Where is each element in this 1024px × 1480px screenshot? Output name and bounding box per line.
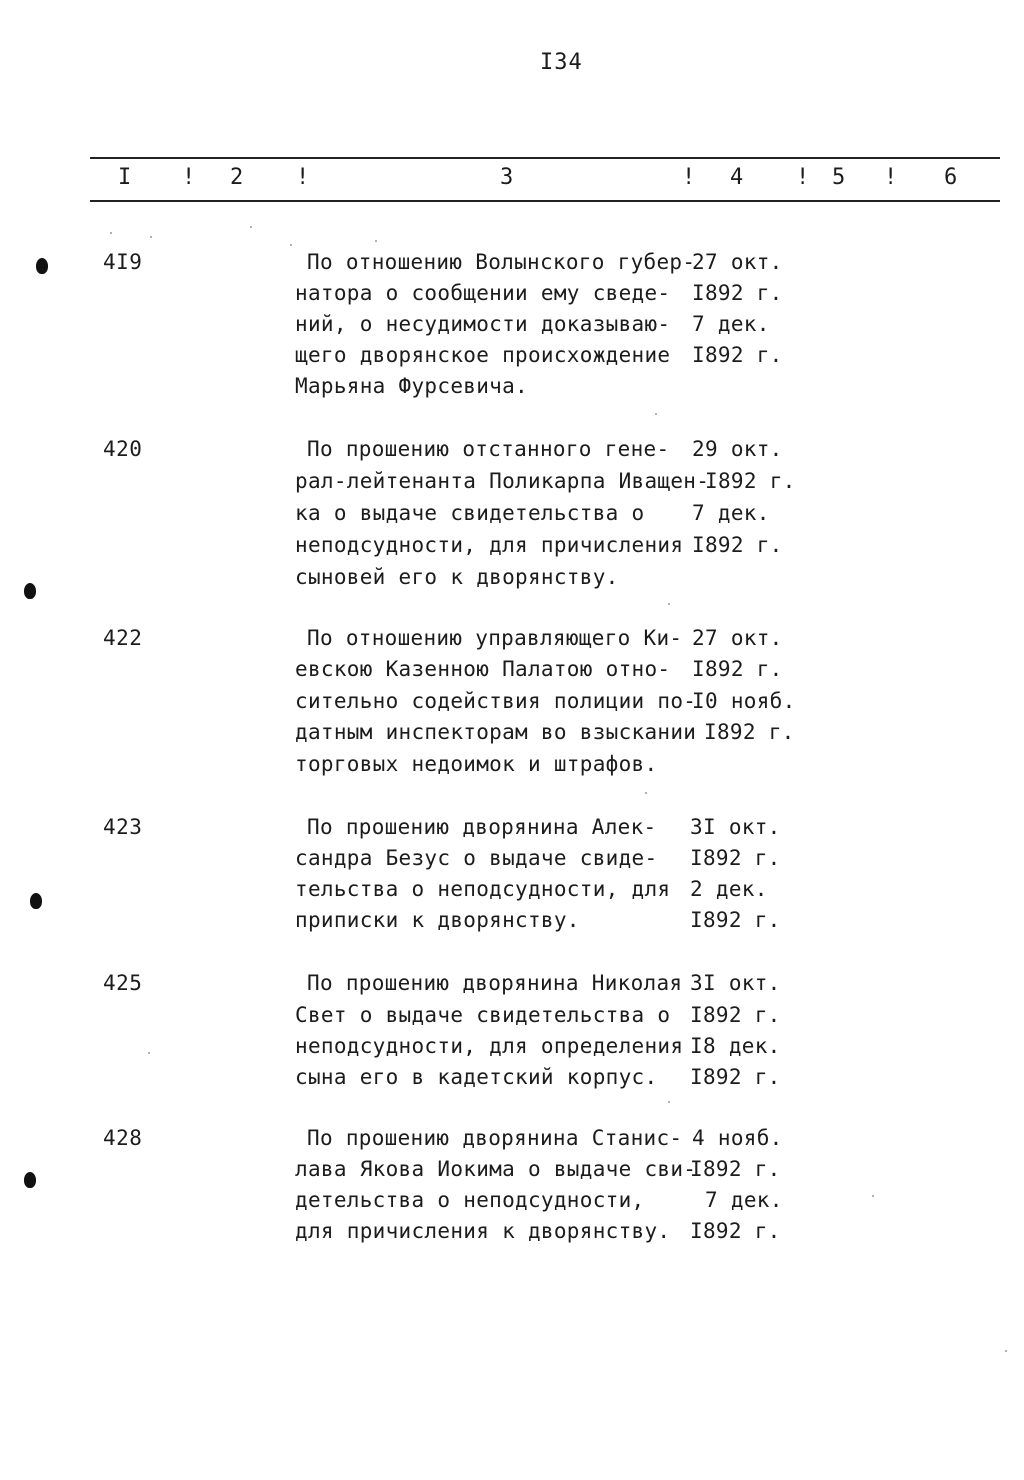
entry-description-line: лава Якова Иокима о выдаче сви- <box>295 1157 697 1181</box>
entry-date-line: I892 г. <box>690 1157 781 1181</box>
entry-date-line: 7 дек. <box>692 312 770 336</box>
entry-date-line: I892 г. <box>692 281 783 305</box>
entry-number: 428 <box>103 1126 143 1150</box>
entry-description-line: По прошению дворянина Станис- <box>307 1126 683 1150</box>
entry-date-line: I892 г. <box>690 1065 781 1089</box>
table-header-rule-top <box>90 157 1000 159</box>
scan-speck <box>1005 1350 1007 1352</box>
entry-description-line: приписки к дворянству. <box>295 908 580 932</box>
column-header-4: 4 <box>730 165 744 190</box>
entry-description-line: сительно содействия полиции по- <box>295 689 697 713</box>
entry-date-line: I892 г. <box>692 343 783 367</box>
entry-date-line: I892 г. <box>690 846 781 870</box>
entry-date-line: I892 г. <box>690 1003 781 1027</box>
punch-hole <box>36 258 48 274</box>
entry-date-line: 27 окт. <box>692 250 783 274</box>
entry-date-line: 29 окт. <box>692 437 783 461</box>
entry-description-line: торговых недоимок и штрафов. <box>295 752 658 776</box>
page-number: I34 <box>540 50 583 75</box>
column-separator: ! <box>884 165 898 190</box>
entry-description-line: По отношению Волынского губер- <box>307 250 696 274</box>
scan-speck <box>250 226 252 228</box>
entry-description-line: щего дворянское происхождение <box>295 343 671 367</box>
entry-description-line: ка о выдаче свидетельства о <box>295 501 645 525</box>
scan-speck <box>668 603 670 605</box>
scan-speck <box>148 1052 150 1054</box>
punch-hole <box>30 893 42 909</box>
entry-date-line: I8 дек. <box>690 1034 781 1058</box>
entry-description-line: евскою Казенною Палатою отно- <box>295 657 671 681</box>
table-header-rule-bottom <box>90 200 1000 202</box>
entry-description-line: По прошению отстанного гене- <box>307 437 670 461</box>
column-header-6: 6 <box>944 165 958 190</box>
entry-number: 425 <box>103 971 143 995</box>
entry-description-line: датным инспекторам во взыскании <box>295 720 697 744</box>
entry-date-line: I892 г. <box>705 469 796 493</box>
scan-speck <box>668 1101 670 1103</box>
column-header-3: 3 <box>500 165 514 190</box>
scan-speck <box>290 244 292 246</box>
scan-speck <box>872 1195 874 1197</box>
entry-description-line: рал-лейтенанта Поликарпа Иващен- <box>295 469 710 493</box>
entry-number: 422 <box>103 626 143 650</box>
scan-speck <box>375 240 377 242</box>
entry-date-line: 27 окт. <box>692 626 783 650</box>
entry-date-line: I892 г. <box>690 1219 781 1243</box>
column-separator: ! <box>796 165 810 190</box>
entry-number: 420 <box>103 437 143 461</box>
entry-date-line: 7 дек. <box>705 1188 783 1212</box>
punch-hole <box>24 583 36 599</box>
column-header-5: 5 <box>832 165 846 190</box>
scan-speck <box>655 413 657 415</box>
entry-date-line: 3I окт. <box>690 971 781 995</box>
entry-description-line: Свет о выдаче свидетельства о <box>295 1003 671 1027</box>
entry-description-line: неподсудности, для причисления <box>295 533 684 557</box>
column-separator: ! <box>682 165 696 190</box>
entry-description-line: По отношению управляющего Ки- <box>307 626 683 650</box>
punch-hole <box>24 1172 36 1188</box>
entry-date-line: 4 нояб. <box>692 1126 783 1150</box>
entry-description-line: По прошению дворянина Николая <box>307 971 683 995</box>
entry-description-line: Марьяна Фурсевича. <box>295 374 528 398</box>
entry-description-line: детельства о неподсудности, <box>295 1188 645 1212</box>
scan-speck <box>110 232 112 234</box>
column-header-2: 2 <box>230 165 244 190</box>
entry-date-line: I892 г. <box>692 657 783 681</box>
entry-description-line: тельства о неподсудности, для <box>295 877 671 901</box>
entry-date-line: 2 дек. <box>690 877 768 901</box>
entry-description-line: сына его в кадетский корпус. <box>295 1065 658 1089</box>
entry-description-line: сандра Безус о выдаче свиде- <box>295 846 658 870</box>
entry-date-line: I892 г. <box>692 533 783 557</box>
entry-date-line: I892 г. <box>690 908 781 932</box>
entry-date-line: I892 г. <box>704 720 795 744</box>
entry-date-line: I0 нояб. <box>692 689 796 713</box>
entry-description-line: сыновей его к дворянству. <box>295 565 619 589</box>
column-separator: ! <box>182 165 196 190</box>
entry-description-line: натора о сообщении ему сведе- <box>295 281 671 305</box>
entry-date-line: 3I окт. <box>690 815 781 839</box>
entry-date-line: 7 дек. <box>692 501 770 525</box>
scan-speck <box>150 236 152 238</box>
column-separator: ! <box>296 165 310 190</box>
entry-description-line: ний, о несудимости доказываю- <box>295 312 671 336</box>
entry-number: 423 <box>103 815 143 839</box>
scan-speck <box>645 792 647 794</box>
column-header-1: I <box>118 165 132 190</box>
entry-description-line: неподсудности, для определения <box>295 1034 684 1058</box>
entry-description-line: для причисления к дворянству. <box>295 1219 671 1243</box>
entry-description-line: По прошению дворянина Алек- <box>307 815 657 839</box>
entry-number: 4I9 <box>103 250 143 274</box>
